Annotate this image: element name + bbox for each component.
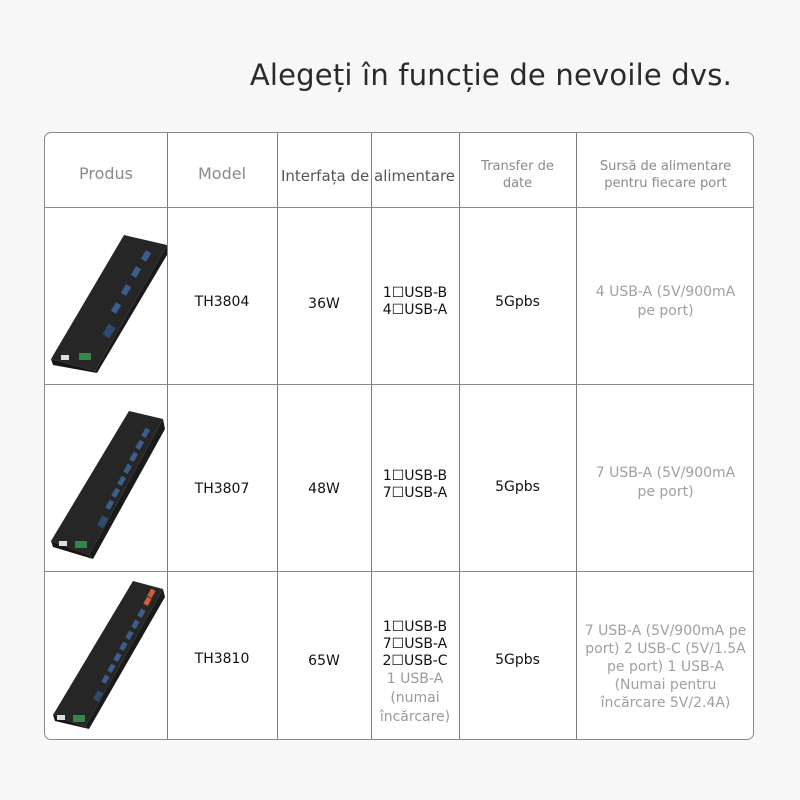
interface-line: 1☐USB-B bbox=[382, 619, 448, 635]
wattage-cell: 65W bbox=[308, 653, 340, 669]
usb-hub-7-port-icon bbox=[49, 407, 167, 559]
transfer-cell: 5Gpbs bbox=[495, 652, 540, 668]
interface-line: 1☐USB-B bbox=[382, 285, 448, 301]
model-cell: TH3804 bbox=[194, 294, 250, 310]
power-cell: 4 USB-A (5V/900mA pe port) bbox=[595, 284, 736, 319]
power-cell: 7 USB-A (5V/900mA pe port) bbox=[595, 465, 736, 500]
interface-line: 2☐USB-C bbox=[382, 653, 448, 669]
model-cell: TH3810 bbox=[194, 651, 250, 667]
model-cell: TH3807 bbox=[194, 481, 250, 497]
usb-hub-10-port-icon bbox=[49, 577, 167, 729]
header-transfer: Transfer de date bbox=[481, 159, 554, 191]
interface-line: 1☐USB-B bbox=[382, 468, 448, 484]
header-product: Produs bbox=[78, 163, 133, 183]
interface-line: 7☐USB-A bbox=[382, 485, 448, 501]
interface-cell bbox=[371, 384, 459, 586]
interface-cell bbox=[371, 619, 459, 740]
transfer-cell: 5Gpbs bbox=[495, 294, 540, 310]
transfer-cell: 5Gpbs bbox=[495, 479, 540, 495]
header-power: Sursă de alimentare pentru fiecare port bbox=[599, 159, 732, 191]
usb-hub-4-port-icon bbox=[49, 231, 167, 373]
wattage-cell: 36W bbox=[308, 296, 340, 312]
comparison-table bbox=[44, 132, 754, 740]
interface-line: 4☐USB-A bbox=[382, 302, 448, 318]
wattage-cell: 48W bbox=[308, 481, 340, 497]
power-cell: 7 USB-A (5V/900mA pe port) 2 USB-C (5V/1.5A pe port) 1 USB-A (Numai pentru încărcare 5V/2.4A) bbox=[584, 623, 747, 711]
header-model: Model bbox=[197, 163, 247, 183]
header-interface: Interfața de alimentare bbox=[280, 167, 456, 185]
interface-line: 7☐USB-A bbox=[382, 636, 448, 652]
interface-cell bbox=[371, 207, 459, 397]
interface-note: 1 USB-A (numai încărcare) bbox=[379, 671, 451, 725]
page-title: Alegeți în funcție de nevoile dvs. bbox=[249, 58, 732, 92]
